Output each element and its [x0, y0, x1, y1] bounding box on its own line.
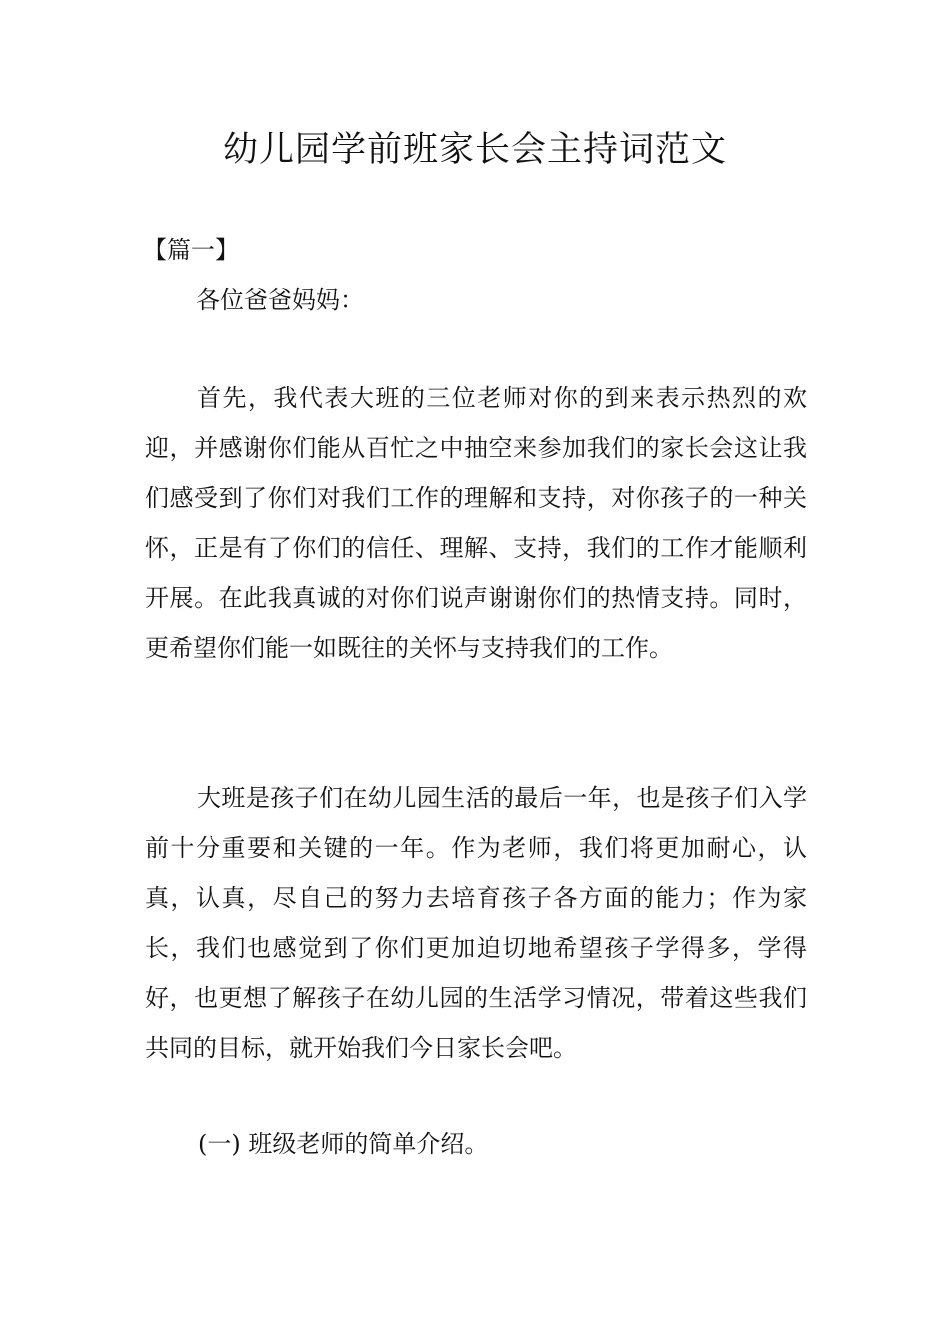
- salutation: 各位爸爸妈妈：: [196, 286, 364, 314]
- section-label: 【篇一】: [143, 236, 239, 264]
- paragraph-class-intro: 大班是孩子们在幼儿园生活的最后一年，也是孩子们入学前十分重要和关键的一年。作为老师，我们将更加耐心，认真，认真，尽自己的努力去培育孩子各方面的能力；作为家长，我们也感觉到了你们更加迫切地希望孩子学得多，学得好，也更想了解孩子在幼儿园的生活学习情况，带着这些我们共同的目标，就开始我们今日家长会吧。: [145, 784, 807, 1062]
- subheading-teacher-intro: (一) 班级老师的简单介绍。: [198, 1130, 489, 1158]
- document-title: 幼儿园学前班家长会主持词范文: [222, 130, 727, 170]
- paragraph-opening: 首先，我代表大班的三位老师对你的到来表示热烈的欢迎，并感谢你们能从百忙之中抽空来参加我们的家长会这让我们感受到了你们对我们工作的理解和支持，对你孩子的一种关怀，正是有了你们的信任、理解、支持，我们的工作才能顺利开展。在此我真诚的对你们说声谢谢你们的热情支持。同时，更希望你们能一如既往的关怀与支持我们的工作。: [145, 384, 807, 662]
